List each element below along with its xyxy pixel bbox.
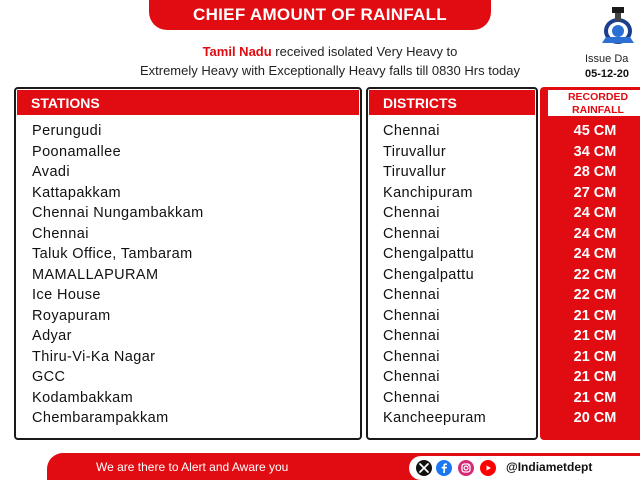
district-name: Chennai (383, 348, 440, 365)
table-row (0, 369, 640, 389)
rainfall-value: 21 CM (573, 328, 617, 344)
district-name: Chennai (383, 389, 440, 406)
table-row (0, 349, 640, 369)
rainfall-value: 20 CM (573, 410, 617, 426)
table-row (0, 205, 640, 225)
station-name: MAMALLAPURAM (32, 266, 159, 283)
district-name: Kanchipuram (383, 184, 473, 201)
table-row (0, 123, 640, 143)
table-row (0, 410, 640, 430)
subtitle-line-1 (60, 42, 600, 61)
district-name: Chengalpattu (383, 266, 475, 283)
station-name: Royapuram (32, 307, 111, 324)
footer-tagline: We are there to Alert and Aware you (96, 460, 289, 474)
district-name: Chennai (383, 123, 440, 139)
district-name: Tiruvallur (383, 143, 447, 160)
district-name: Tiruvallur (383, 164, 447, 180)
districts-header: DISTRICTS (369, 90, 535, 115)
district-name: Chennai (383, 328, 440, 344)
table-row (0, 308, 640, 328)
region-name: Tamil Nadu (202, 44, 272, 59)
station-name: Poonamallee (32, 143, 122, 160)
social-handle[interactable]: @Indiametdept (506, 460, 593, 474)
instagram-icon[interactable] (458, 460, 474, 476)
table-row (0, 287, 640, 307)
rainfall-value: 21 CM (573, 307, 617, 324)
station-name: Chennai Nungambakkam (32, 205, 204, 221)
issue-label: Issue Da (585, 53, 629, 65)
subtitle-line-1-text: received isolated Very Heavy to (271, 44, 458, 59)
issue-date: 05-12-20 (585, 68, 630, 80)
youtube-icon[interactable] (480, 460, 496, 476)
page-title: CHIEF AMOUNT OF RAINFALL (149, 0, 491, 30)
rainfall-value: 24 CM (573, 205, 617, 221)
rainfall-header-line-1: RECORDED (567, 91, 629, 103)
table-row (0, 246, 640, 266)
stations-header: STATIONS (17, 90, 359, 115)
district-name: Kancheepuram (383, 410, 487, 426)
station-name: Adyar (32, 328, 72, 344)
station-name: Thiru-Vi-Ka Nagar (32, 348, 156, 365)
rainfall-value: 24 CM (573, 225, 617, 242)
table-row (0, 164, 640, 184)
station-name: Taluk Office, Tambaram (32, 246, 193, 262)
district-name: Chennai (383, 307, 440, 324)
rainfall-value: 34 CM (573, 143, 617, 160)
rainfall-value: 22 CM (573, 266, 617, 283)
rainfall-value: 21 CM (573, 369, 617, 385)
rainfall-value: 22 CM (573, 287, 617, 303)
station-name: Avadi (32, 164, 71, 180)
rainfall-value: 21 CM (573, 389, 617, 406)
station-name: Kattapakkam (32, 184, 122, 201)
rainfall-value: 28 CM (573, 164, 617, 180)
rainfall-header (548, 90, 640, 116)
subtitle-line-2: Extremely Heavy with Exceptionally Heavy falls till 0830 Hrs today (139, 63, 521, 78)
table-row (0, 328, 640, 348)
rainfall-header-line-2: RAINFALL (572, 104, 624, 116)
table-row (0, 267, 640, 287)
station-name: Ice House (32, 287, 101, 303)
district-name: Chennai (383, 205, 440, 221)
station-name: Chennai (32, 225, 89, 242)
station-name: Kodambakkam (32, 389, 134, 406)
subtitle (60, 42, 600, 80)
station-name: Chembarampakkam (32, 410, 169, 426)
rainfall-value: 27 CM (573, 184, 617, 201)
district-name: Chennai (383, 369, 440, 385)
rainfall-value: 24 CM (573, 246, 617, 262)
rainfall-value: 45 CM (573, 123, 617, 139)
district-name: Chengalpattu (383, 246, 475, 262)
district-name: Chennai (383, 225, 440, 242)
district-name: Chennai (383, 287, 440, 303)
x-icon[interactable] (416, 460, 432, 476)
imd-emblem-icon (596, 3, 640, 45)
table-row (0, 185, 640, 205)
table-row (0, 144, 640, 164)
station-name: Perungudi (32, 123, 102, 139)
facebook-icon[interactable] (436, 460, 452, 476)
table-row (0, 226, 640, 246)
station-name: GCC (32, 369, 66, 385)
table-row (0, 390, 640, 410)
rainfall-value: 21 CM (573, 348, 617, 365)
